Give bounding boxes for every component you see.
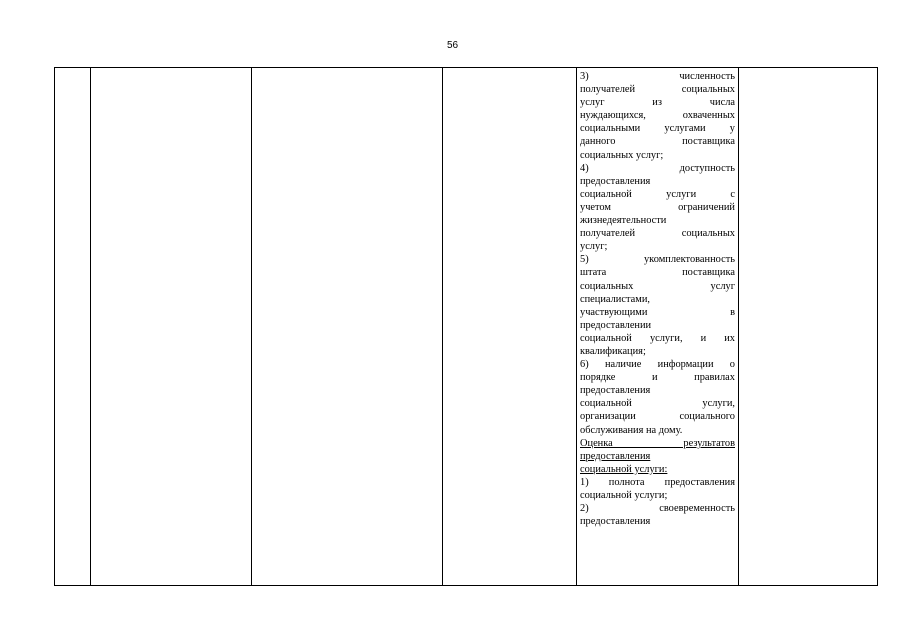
- text-line: социальной услуги;: [580, 490, 668, 501]
- text-line: социальной услуги, и их: [580, 332, 735, 344]
- text-line: нуждающихся, охваченных: [580, 110, 735, 122]
- text-line: предоставления: [580, 450, 651, 462]
- text-line: 3) численность: [580, 71, 735, 82]
- text-line: предоставлении: [580, 319, 652, 331]
- text-line: обслуживания на дому.: [580, 424, 683, 436]
- text-line: предоставления: [580, 175, 651, 187]
- table-cell-number: [55, 68, 91, 586]
- table-cell-empty: [443, 68, 577, 586]
- text-line: предоставления: [580, 385, 651, 397]
- table-row: [55, 68, 878, 586]
- text-line: квалификация;: [580, 345, 646, 357]
- text-line: получателей социальных: [580, 84, 735, 96]
- text-line: участвующими в: [580, 306, 735, 318]
- table-cell-criteria: [577, 68, 739, 586]
- text-line: учетом ограничений: [580, 201, 735, 213]
- text-line: получателей социальных: [580, 228, 735, 240]
- text-line: специалистами,: [580, 293, 650, 305]
- document-table: [54, 67, 878, 586]
- text-line: 2) своевременность: [580, 503, 735, 515]
- text-line: порядке и правилах: [580, 372, 735, 384]
- text-line: социальных услуг;: [580, 149, 664, 161]
- text-line: Оценка результатов: [580, 437, 735, 449]
- text-line: услуг;: [580, 241, 608, 253]
- text-line: социальной услуги:: [580, 463, 668, 475]
- text-line: 5) укомплектованность: [580, 254, 735, 266]
- text-line: социальной услуги с: [580, 188, 735, 200]
- text-line: 1) полнота предоставления: [580, 476, 735, 488]
- text-line: организации социального: [580, 411, 735, 423]
- table-cell-empty: [91, 68, 252, 586]
- table-cell-empty: [739, 68, 878, 586]
- text-line: предоставления: [580, 516, 651, 528]
- text-line: 4) доступность: [580, 162, 735, 174]
- text-line: социальными услугами у: [580, 123, 735, 135]
- text-line: социальных услуг: [580, 280, 735, 292]
- text-line: социальной услуги,: [580, 398, 735, 410]
- text-line: штата поставщика: [580, 267, 735, 279]
- table-cell-empty: [252, 68, 443, 586]
- text-line: услуг из числа: [580, 97, 735, 109]
- page-number: 56: [446, 40, 459, 51]
- text-line: данного поставщика: [580, 136, 735, 148]
- text-line: жизнедеятельности: [580, 215, 667, 227]
- text-line: 6) наличие информации о: [580, 359, 735, 371]
